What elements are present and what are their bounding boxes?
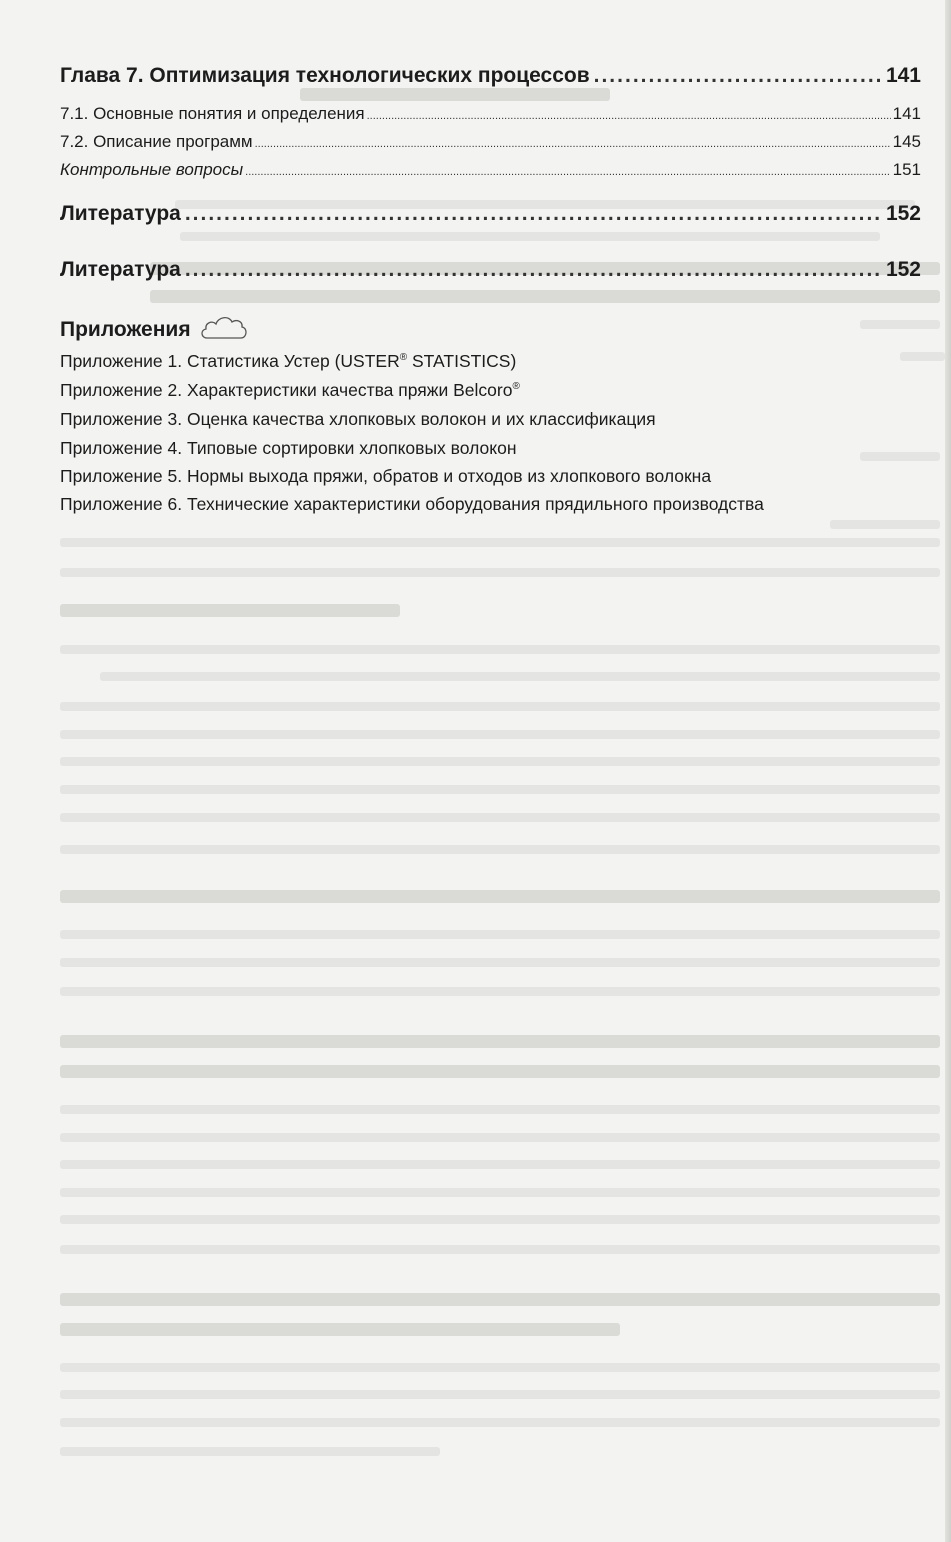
appendix-item[interactable]: [60, 380, 520, 401]
appendix-item[interactable]: [60, 438, 517, 459]
toc-page-number: 152: [885, 202, 921, 225]
appendices-title: Приложения: [60, 318, 191, 341]
toc-chapter-title: Литература: [60, 202, 181, 225]
appendices-heading: [60, 313, 249, 347]
toc-literature[interactable]: [60, 258, 921, 282]
appendix-text: Приложение 5. Нормы выхода пряжи, обратов и отходов из хлопкового волокна: [60, 466, 712, 486]
toc-item-title: Контрольные вопросы: [60, 160, 244, 179]
leader-dots: [594, 64, 882, 88]
toc-chapter-title: Литература: [60, 258, 181, 281]
toc-page-number: 141: [892, 104, 921, 123]
leader-dots: [367, 104, 891, 124]
toc-chapter-title: Глава 7. Оптимизация технологических процессов: [60, 64, 590, 87]
cloud-icon: [199, 313, 249, 347]
toc-item-title: 7.2. Описание программ: [60, 132, 253, 151]
toc-item-title: 7.1. Основные понятия и определения: [60, 104, 365, 123]
leader-dots: [185, 202, 882, 226]
appendix-text: Приложение 3. Оценка качества хлопковых волокон и их классификация: [60, 409, 656, 429]
leader-dots: [255, 132, 891, 152]
appendix-text: Приложение 4. Типовые сортировки хлопковых волокон: [60, 438, 517, 458]
leader-dots: [185, 258, 882, 282]
appendix-text: Приложение 6. Технические характеристики оборудования прядильного производства: [60, 494, 764, 514]
appendix-text-tail: STATISTICS): [407, 351, 517, 371]
leader-dots: [245, 160, 890, 180]
appendix-text: Приложение 1. Статистика Устер (USTER: [60, 351, 400, 371]
page-edge-shadow: [945, 0, 951, 1542]
toc-page-number: 145: [892, 132, 921, 151]
appendix-item[interactable]: [60, 466, 711, 487]
registered-mark: ®: [399, 352, 408, 364]
toc-item[interactable]: [60, 104, 921, 124]
appendix-item[interactable]: [60, 494, 764, 515]
appendix-item[interactable]: [60, 351, 516, 372]
toc-page-number: 152: [885, 258, 921, 281]
toc-page-number: 141: [885, 64, 921, 87]
appendix-item[interactable]: [60, 409, 656, 430]
toc-chapter-7[interactable]: [60, 64, 921, 88]
toc-page-number: 151: [892, 160, 921, 179]
toc-literature[interactable]: [60, 202, 921, 226]
registered-mark: ®: [512, 381, 520, 393]
toc-item-control-questions[interactable]: [60, 160, 921, 180]
toc-item[interactable]: [60, 132, 921, 152]
appendix-text: Приложение 2. Характеристики качества пряжи Belcoro: [60, 380, 513, 400]
